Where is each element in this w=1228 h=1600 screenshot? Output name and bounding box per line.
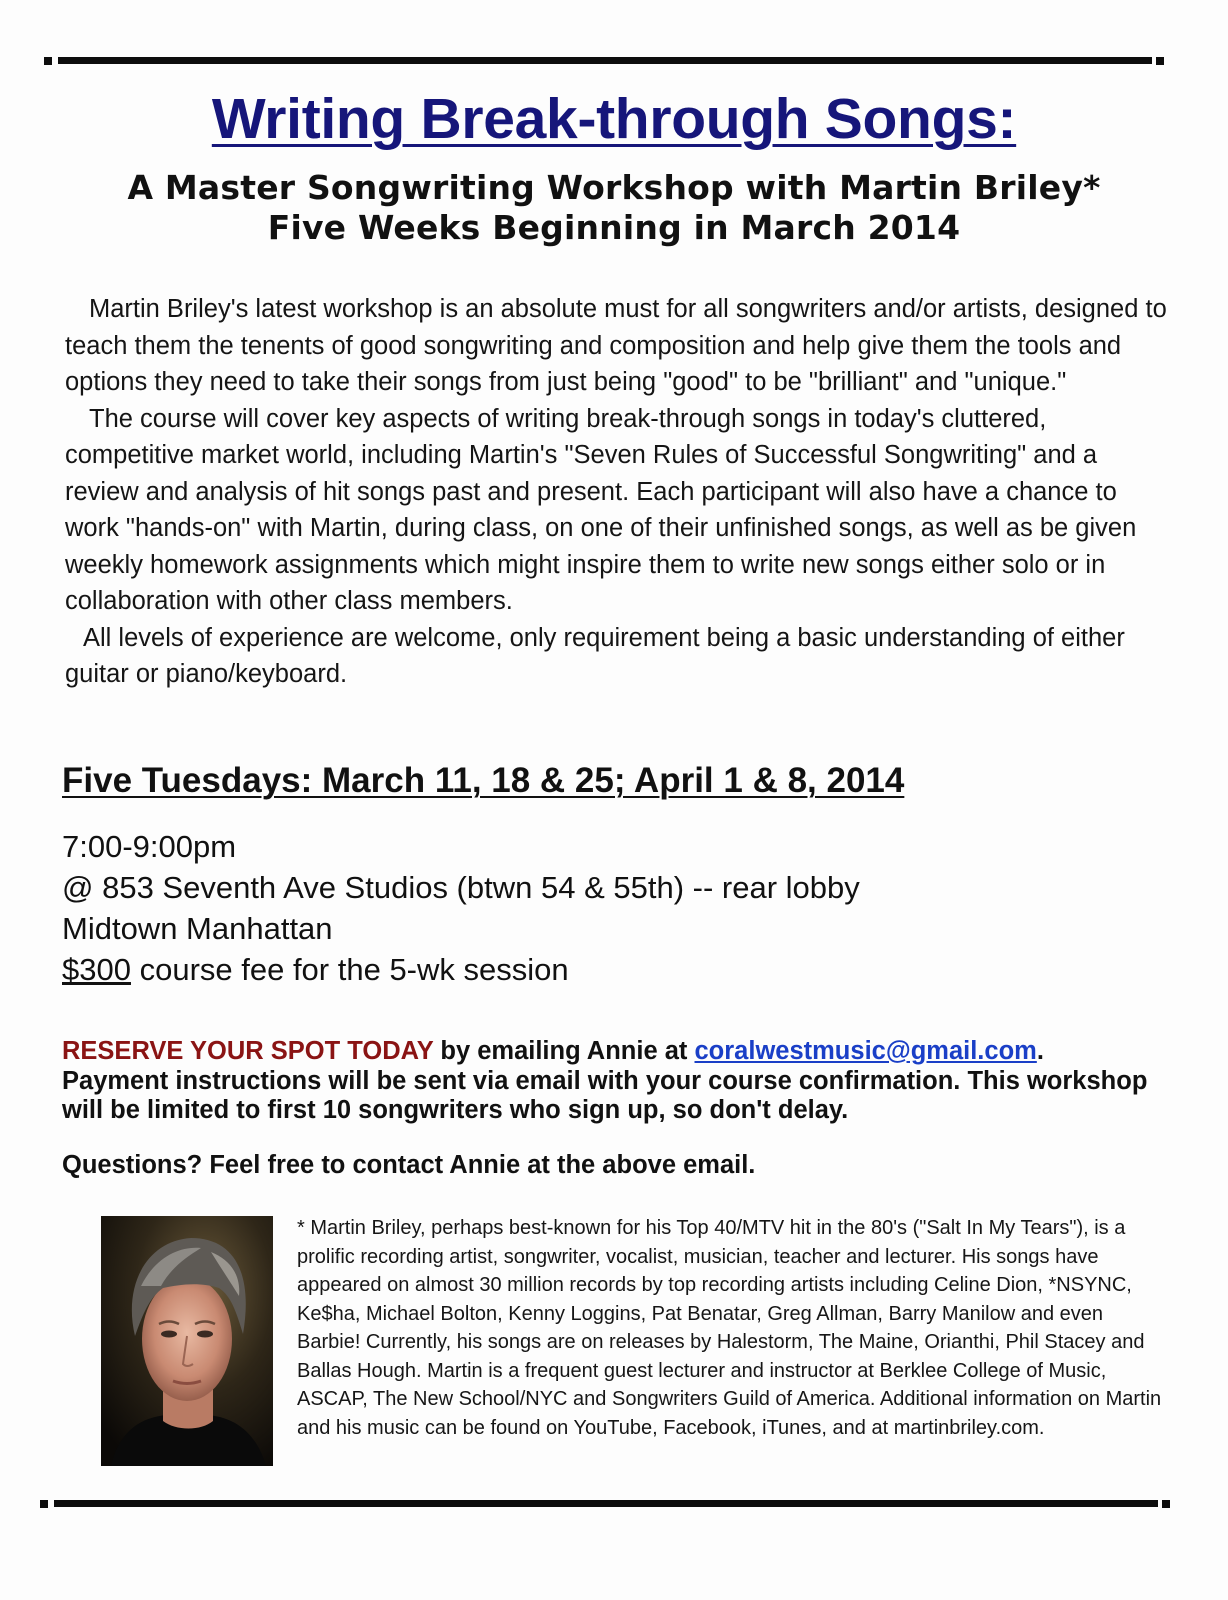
email-link[interactable]: coralwestmusic@gmail.com — [694, 1037, 1037, 1065]
top-rule-left-dot — [44, 57, 52, 65]
fee-amount: $300 — [62, 952, 131, 987]
description-paragraph: Martin Briley's latest workshop is an absolute must for all songwriters and/or artists, designed to teach them the tenents of good songwriting and composition and help give them the tools and options they need to take their songs from just being "good" to be "brilliant" and "unique." — [65, 295, 1167, 396]
fee-text: course fee for the 5-wk session — [130, 952, 569, 987]
dates-heading: Five Tuesdays: March 11, 18 & 25; April 1 & 8, 2014 — [62, 761, 905, 800]
description-paragraph: The course will cover key aspects of writing break-through songs in today's cluttered, competitive market world, including Martin's "Seven Rules of Successful Songwriting" and a review and analysis of hit songs past and present. Each participant will also have a chance to work "hands-on" with Martin, during class, on one of their unfinished songs, as well as be given weekly homework assignments which might inspire them to write new songs either solo or in collaboration with other class members. — [65, 404, 1137, 615]
reserve-block — [62, 1037, 1172, 1126]
event-area: Midtown Manhattan — [62, 911, 333, 946]
top-rule-right-dot — [1156, 57, 1164, 65]
top-rule — [58, 57, 1152, 64]
reserve-lead: by emailing Annie at — [433, 1037, 695, 1065]
bottom-rule-left-dot — [40, 1500, 48, 1508]
bottom-rule — [54, 1500, 1158, 1507]
reserve-period: . — [1036, 1037, 1044, 1065]
event-details — [62, 826, 860, 990]
subtitle-line-2: Five Weeks Beginning in March 2014 — [267, 208, 961, 247]
reserve-instructions: Payment instructions will be sent via email with your course confirmation. This workshop will be limited to first 10 songwriters who sign up, so don't delay. — [62, 1066, 1148, 1124]
biography: * Martin Briley, perhaps best-known for his Top 40/MTV hit in the 80's ("Salt In My Tears"), is a prolific recording artist, songwriter, vocalist, musician, teacher and lecturer. His songs have appeared on almost 30 million records by top recording artists including Celine Dion, *NSYNC, Ke$ha, Michael Bolton, Kenny Loggins, Pat Benatar, Greg Allman, Barry Manilow and even Barbie! Currently, his songs are on releases by Halestorm, The Maine, Orianthi, Phil Stacey and Ballas Hough. Martin is a frequent guest lecturer and instructor at Berklee College of Music, ASCAP, The New School/NYC and Songwriters Guild of America. Additional information on Martin and his music can be found on YouTube, Facebook, iTunes, and at martinbriley.com. — [297, 1217, 1162, 1439]
description-paragraph: All levels of experience are welcome, only requirement being a basic understanding of either guitar or piano/keyboard. — [65, 623, 1125, 688]
portrait-image — [101, 1216, 273, 1466]
flyer-title: Writing Break-through Songs: — [211, 87, 1017, 151]
subtitle-line-1: A Master Songwriting Workshop with Martin Briley* — [127, 168, 1101, 207]
event-fee — [62, 949, 860, 990]
description — [65, 291, 1175, 693]
martin-briley-photo — [101, 1216, 273, 1466]
questions-line: Questions? Feel free to contact Annie at the above email. — [62, 1151, 756, 1179]
reserve-highlight: RESERVE YOUR SPOT TODAY — [62, 1037, 434, 1065]
event-time: 7:00-9:00pm — [62, 829, 237, 864]
bottom-rule-right-dot — [1162, 1500, 1170, 1508]
event-location: @ 853 Seventh Ave Studios (btwn 54 & 55th) -- rear lobby — [62, 870, 860, 905]
